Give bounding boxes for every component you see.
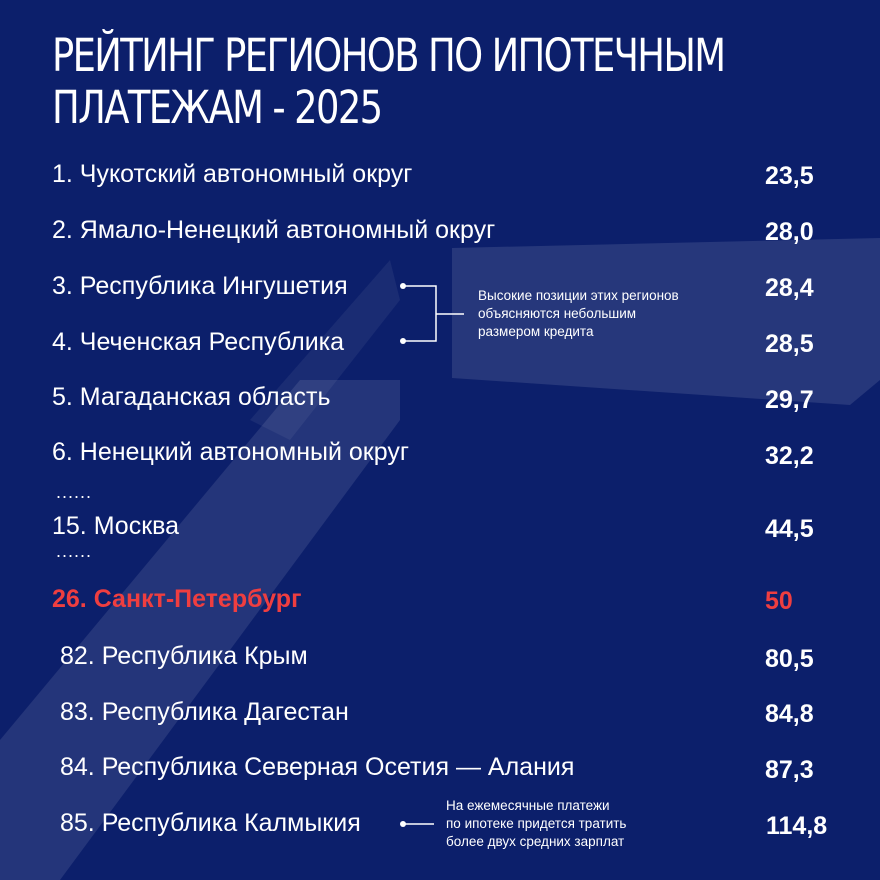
region-value: 28,5	[765, 330, 814, 358]
region-value: 28,0	[765, 218, 814, 246]
region-value: 84,8	[765, 700, 814, 728]
region-label: 4. Чеченская Республика	[52, 328, 345, 356]
region-value: 44,5	[765, 515, 814, 543]
region-label: 15. Москва	[52, 512, 180, 540]
region-label-highlighted: 26. Санкт-Петербург	[52, 585, 302, 613]
note-high-positions	[478, 287, 679, 341]
region-label: 3. Республика Ингушетия	[52, 272, 348, 300]
region-value-highlighted: 50	[765, 587, 793, 615]
region-value: 87,3	[765, 756, 814, 784]
note-monthly-payments	[446, 797, 626, 851]
region-label: 6. Ненецкий автономный округ	[52, 438, 409, 466]
region-label: 5. Магаданская область	[52, 383, 331, 411]
note-line: по ипотеке придется тратить	[446, 816, 627, 831]
note-line: объясняются небольшим	[478, 306, 637, 321]
region-value: 29,7	[765, 386, 814, 414]
note-line: размером кредита	[478, 324, 594, 339]
ellipsis-separator: ......	[56, 482, 93, 502]
note-line: более двух средних зарплат	[446, 834, 625, 849]
region-value: 28,4	[765, 274, 814, 302]
title-line-1: РЕЙТИНГ РЕГИОНОВ ПО ИПОТЕЧНЫМ	[52, 29, 725, 82]
region-value: 114,8	[766, 812, 828, 840]
region-label: 83. Республика Дагестан	[60, 698, 349, 726]
region-label: 1. Чукотский автономный округ	[52, 160, 413, 188]
page-title	[52, 29, 725, 134]
region-label: 82. Республика Крым	[60, 642, 308, 670]
title-line-2: ПЛАТЕЖАМ - 2025	[52, 81, 382, 134]
note-line: На ежемесячные платежи	[446, 798, 610, 813]
region-label: 2. Ямало-Ненецкий автономный округ	[52, 216, 496, 244]
region-value: 80,5	[765, 645, 814, 673]
ellipsis-separator: ......	[56, 541, 93, 561]
region-label: 84. Республика Северная Осетия — Алания	[60, 753, 575, 781]
region-label: 85. Республика Калмыкия	[60, 809, 361, 837]
note-line: Высокие позиции этих регионов	[478, 288, 679, 303]
region-value: 32,2	[765, 442, 814, 470]
region-value: 23,5	[765, 162, 814, 190]
